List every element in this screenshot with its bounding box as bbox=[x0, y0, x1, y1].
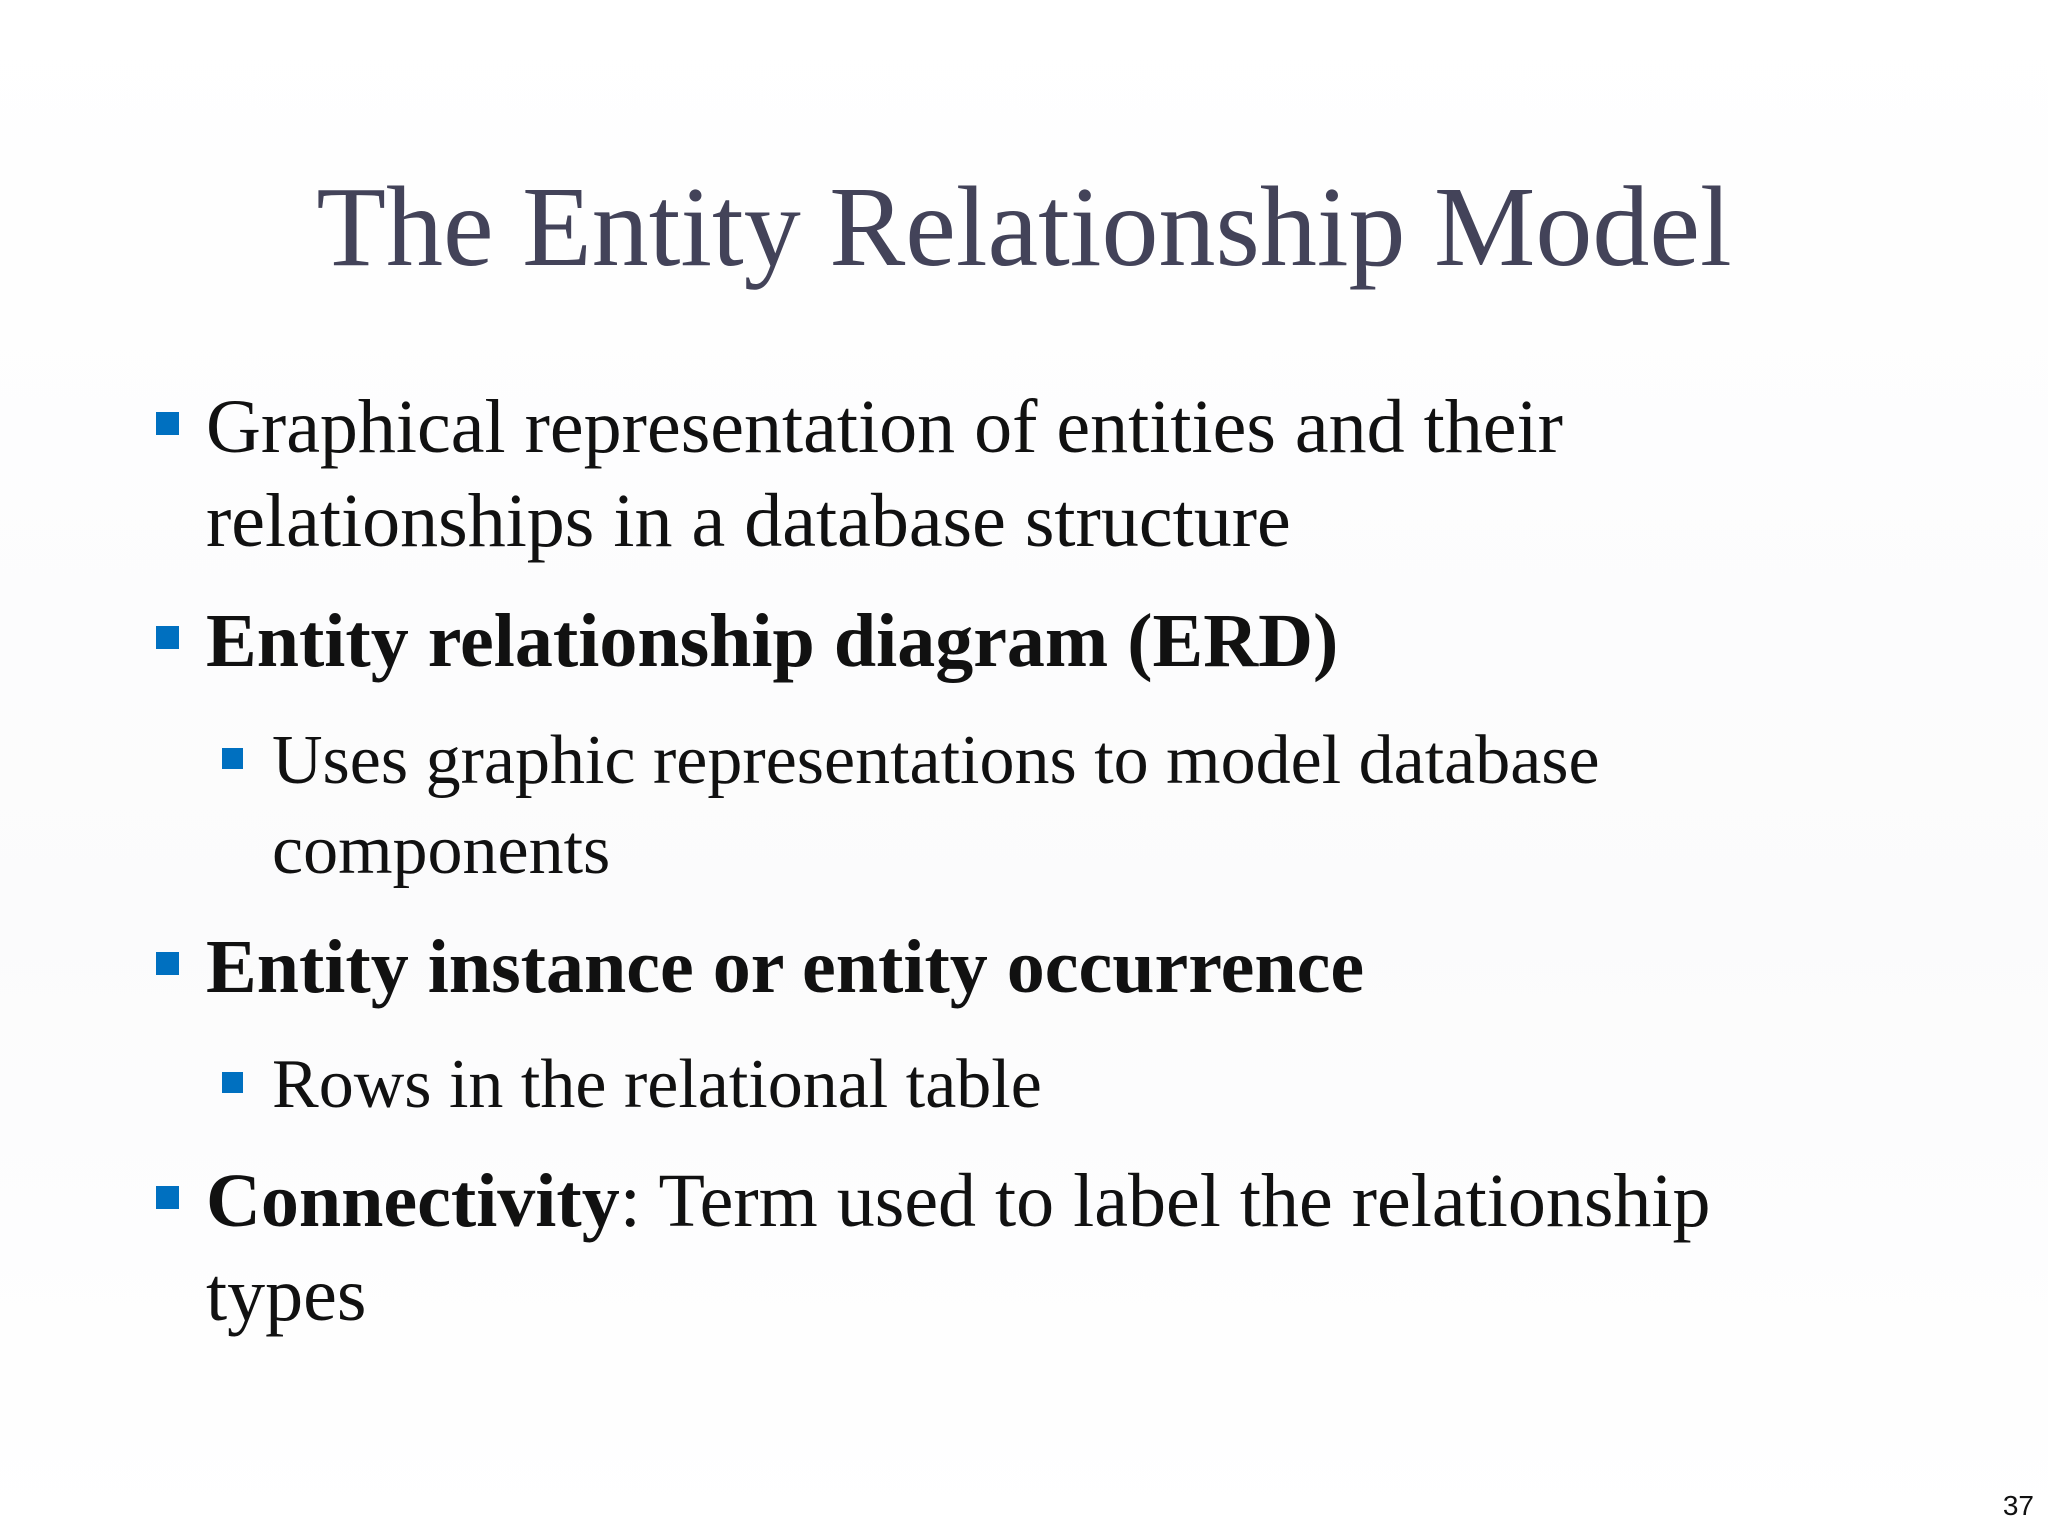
bullet-text: Entity instance or entity occurrence bbox=[206, 925, 1365, 1009]
page-number: 37 bbox=[2002, 1490, 2034, 1521]
bullet-text: Entity relationship diagram (ERD) bbox=[206, 599, 1339, 683]
subbullet-square-icon bbox=[222, 748, 243, 769]
bullet-connectivity bbox=[206, 1154, 1866, 1342]
bullet-square-icon bbox=[156, 626, 179, 649]
bullet-text: Graphical representation of entities and their relationships in a database structure bbox=[206, 385, 1563, 563]
subbullet-square-icon bbox=[222, 1072, 243, 1093]
subbullet-graphic-representations bbox=[272, 716, 1812, 896]
subbullet-rows bbox=[272, 1040, 1812, 1130]
bullet-erd bbox=[206, 594, 1866, 688]
bullet-square-icon bbox=[156, 412, 179, 435]
slide-title: The Entity Relationship Model bbox=[316, 163, 1732, 290]
subbullet-text: Uses graphic representations to model database components bbox=[272, 722, 1600, 889]
bullet-entity-instance bbox=[206, 920, 1866, 1014]
bullet-square-icon bbox=[156, 1186, 179, 1209]
bullet-square-icon bbox=[156, 952, 179, 975]
bullet-term: Connectivity bbox=[206, 1159, 620, 1243]
subbullet-text: Rows in the relational table bbox=[272, 1046, 1042, 1123]
bullet-text: : Term used to label the relationship types bbox=[206, 1159, 1711, 1337]
bullet-graphical-representation bbox=[206, 380, 1866, 568]
